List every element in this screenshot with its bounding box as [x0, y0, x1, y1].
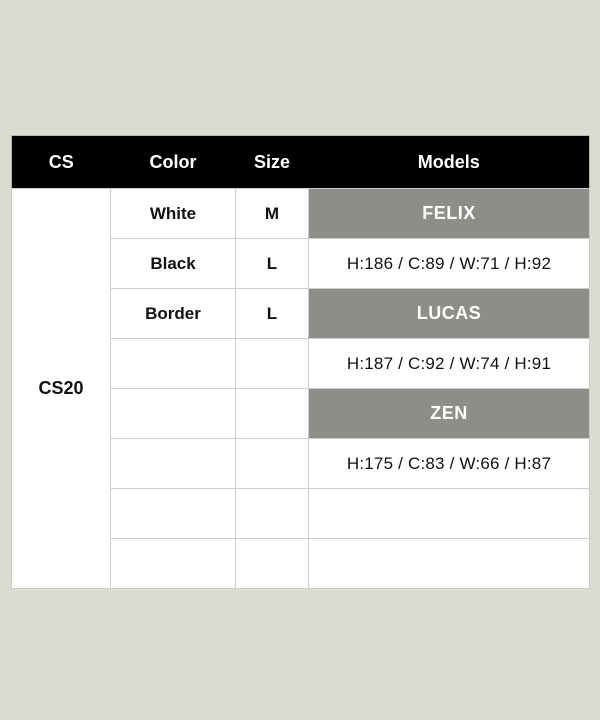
model-measurements-cell: H:175 / C:83 / W:66 / H:87 [309, 439, 590, 489]
size-cell [236, 339, 309, 389]
color-cell [111, 389, 236, 439]
model-name-cell: LUCAS [309, 289, 590, 339]
model-measurements-cell: H:186 / C:89 / W:71 / H:92 [309, 239, 590, 289]
color-cell [111, 439, 236, 489]
header-cell-models: Models [309, 136, 590, 189]
color-cell [111, 489, 236, 539]
color-cell: Black [111, 239, 236, 289]
header-cell-size: Size [236, 136, 309, 189]
color-cell [111, 539, 236, 589]
size-cell [236, 389, 309, 439]
size-cell [236, 439, 309, 489]
size-cell [236, 489, 309, 539]
color-cell: Border [111, 289, 236, 339]
color-cell: White [111, 189, 236, 239]
size-chart-table [11, 135, 590, 589]
cs-group-cell: CS20 [12, 189, 111, 589]
size-cell: L [236, 289, 309, 339]
size-cell: L [236, 239, 309, 289]
model-name-cell: ZEN [309, 389, 590, 439]
header-cell-cs: CS [12, 136, 111, 189]
header-cell-color: Color [111, 136, 236, 189]
empty-model-cell [309, 489, 590, 539]
size-cell: M [236, 189, 309, 239]
empty-model-cell [309, 539, 590, 589]
model-measurements-cell: H:187 / C:92 / W:74 / H:91 [309, 339, 590, 389]
table-row [12, 189, 590, 239]
size-cell [236, 539, 309, 589]
model-name-cell: FELIX [309, 189, 590, 239]
color-cell [111, 339, 236, 389]
header-row [12, 136, 590, 189]
